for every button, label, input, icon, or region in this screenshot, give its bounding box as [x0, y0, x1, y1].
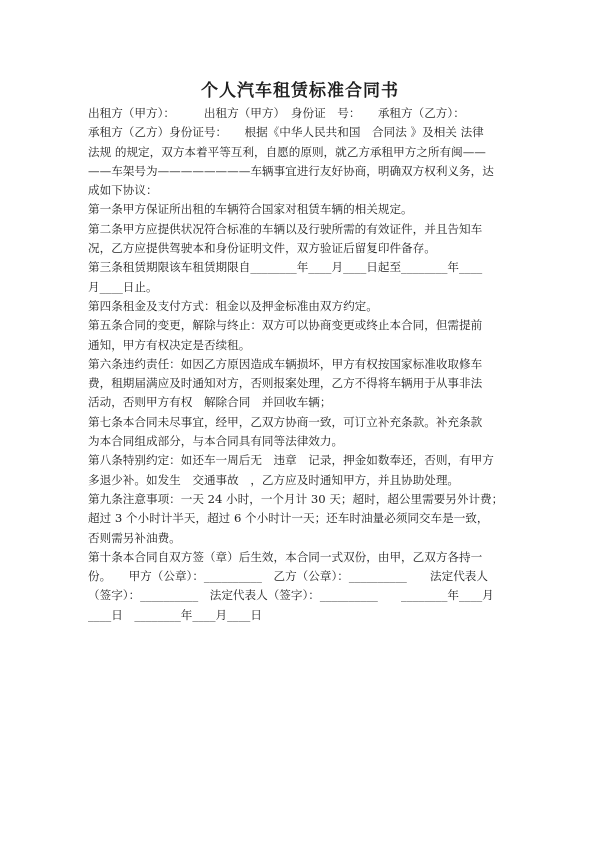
clause-2: 况，乙方应提供驾驶本和身份证明文件，双方验证后留复印件备存。	[88, 241, 436, 256]
clause-1: 第一条甲方保证所出租的车辆符合国家对租赁车辆的相关规定。	[88, 202, 413, 217]
signature-line: （签字）：__________ 法定代表人（签字）：__________ ________年____月	[88, 588, 494, 603]
clause-9: 否则需另补油费。	[88, 530, 181, 545]
clause-9: 超过 3 个小时计半天，超过 6 个小时计一天；还车时油量必须同交车是一致，	[88, 511, 489, 526]
intro-line: 成如下协议：	[88, 183, 158, 198]
document-title: 个人汽车租赁标准合同书	[201, 81, 399, 101]
clause-2: 第二条甲方应提供状况符合标准的车辆以及行驶所需的有效证件，并且告知车	[88, 221, 483, 236]
clause-4: 第四条租金及支付方式：租金以及押金标准由双方约定。	[88, 298, 378, 313]
clause-8: 第八条特别约定：如还车一周后无 违章 记录，押金如数奉还，否则，有甲方	[88, 453, 494, 468]
intro-line: 承租方（乙方）身份证号： 根据《中华人民共和国 合同法 》及相关 法律	[88, 125, 484, 140]
clause-5: 第五条合同的变更，解除与终止：双方可以协商变更或终止本合同，但需提前	[88, 318, 483, 333]
clause-6: 第六条违约责任：如因乙方原因造成车辆损坏，甲方有权按国家标准收取修车	[88, 356, 483, 371]
clause-6: 活动，否则甲方有权 解除合同 并回收车辆；	[88, 395, 332, 410]
clause-5: 通知，甲方有权决定是否续租。	[88, 337, 251, 352]
signature-line: ____日 ________年____月____日	[88, 607, 262, 622]
clause-6: 费，租期届满应及时通知对方，否则报案处理，乙方不得将车辆用于从事非法	[88, 376, 483, 391]
clause-8: 多退少补。如发生 交通事故 ，乙方应及时通知甲方，并且协助处理。	[88, 472, 460, 487]
contract-body	[88, 104, 522, 625]
signature-line: 份。 甲方（公章）：__________ 乙方（公章）：__________ 法定代表人	[88, 569, 488, 584]
clause-7: 为本合同组成部分，与本合同具有同等法律效力。	[88, 434, 344, 449]
intro-line: 法规 的规定，双方本着平等互利，自愿的原则，就乙方承租甲方之所有闽——	[88, 144, 486, 159]
clause-10: 第十条本合同自双方签（章）后生效，本合同一式双份，由甲，乙双方各持一	[88, 549, 483, 564]
clause-3: 月____日止。	[88, 279, 158, 294]
intro-line: 出租方（甲方）： 出租方（甲方） 身份证 号： 承租方（乙方）：	[88, 106, 465, 120]
intro-line: ——车架号为————————车辆事宜进行友好协商，明确双方权利义务，达	[88, 163, 494, 178]
clause-9: 第九条注意事项：一天 24 小时，一个月计 30 天；超时，超公里需要另外计费；	[88, 491, 504, 506]
clause-3: 第三条租赁期限该车租赁期限自________年____月____日起至________年____	[88, 260, 483, 275]
clause-7: 第七条本合同未尽事宜，经甲，乙双方协商一致，可订立补充条款。补充条款	[88, 414, 483, 429]
